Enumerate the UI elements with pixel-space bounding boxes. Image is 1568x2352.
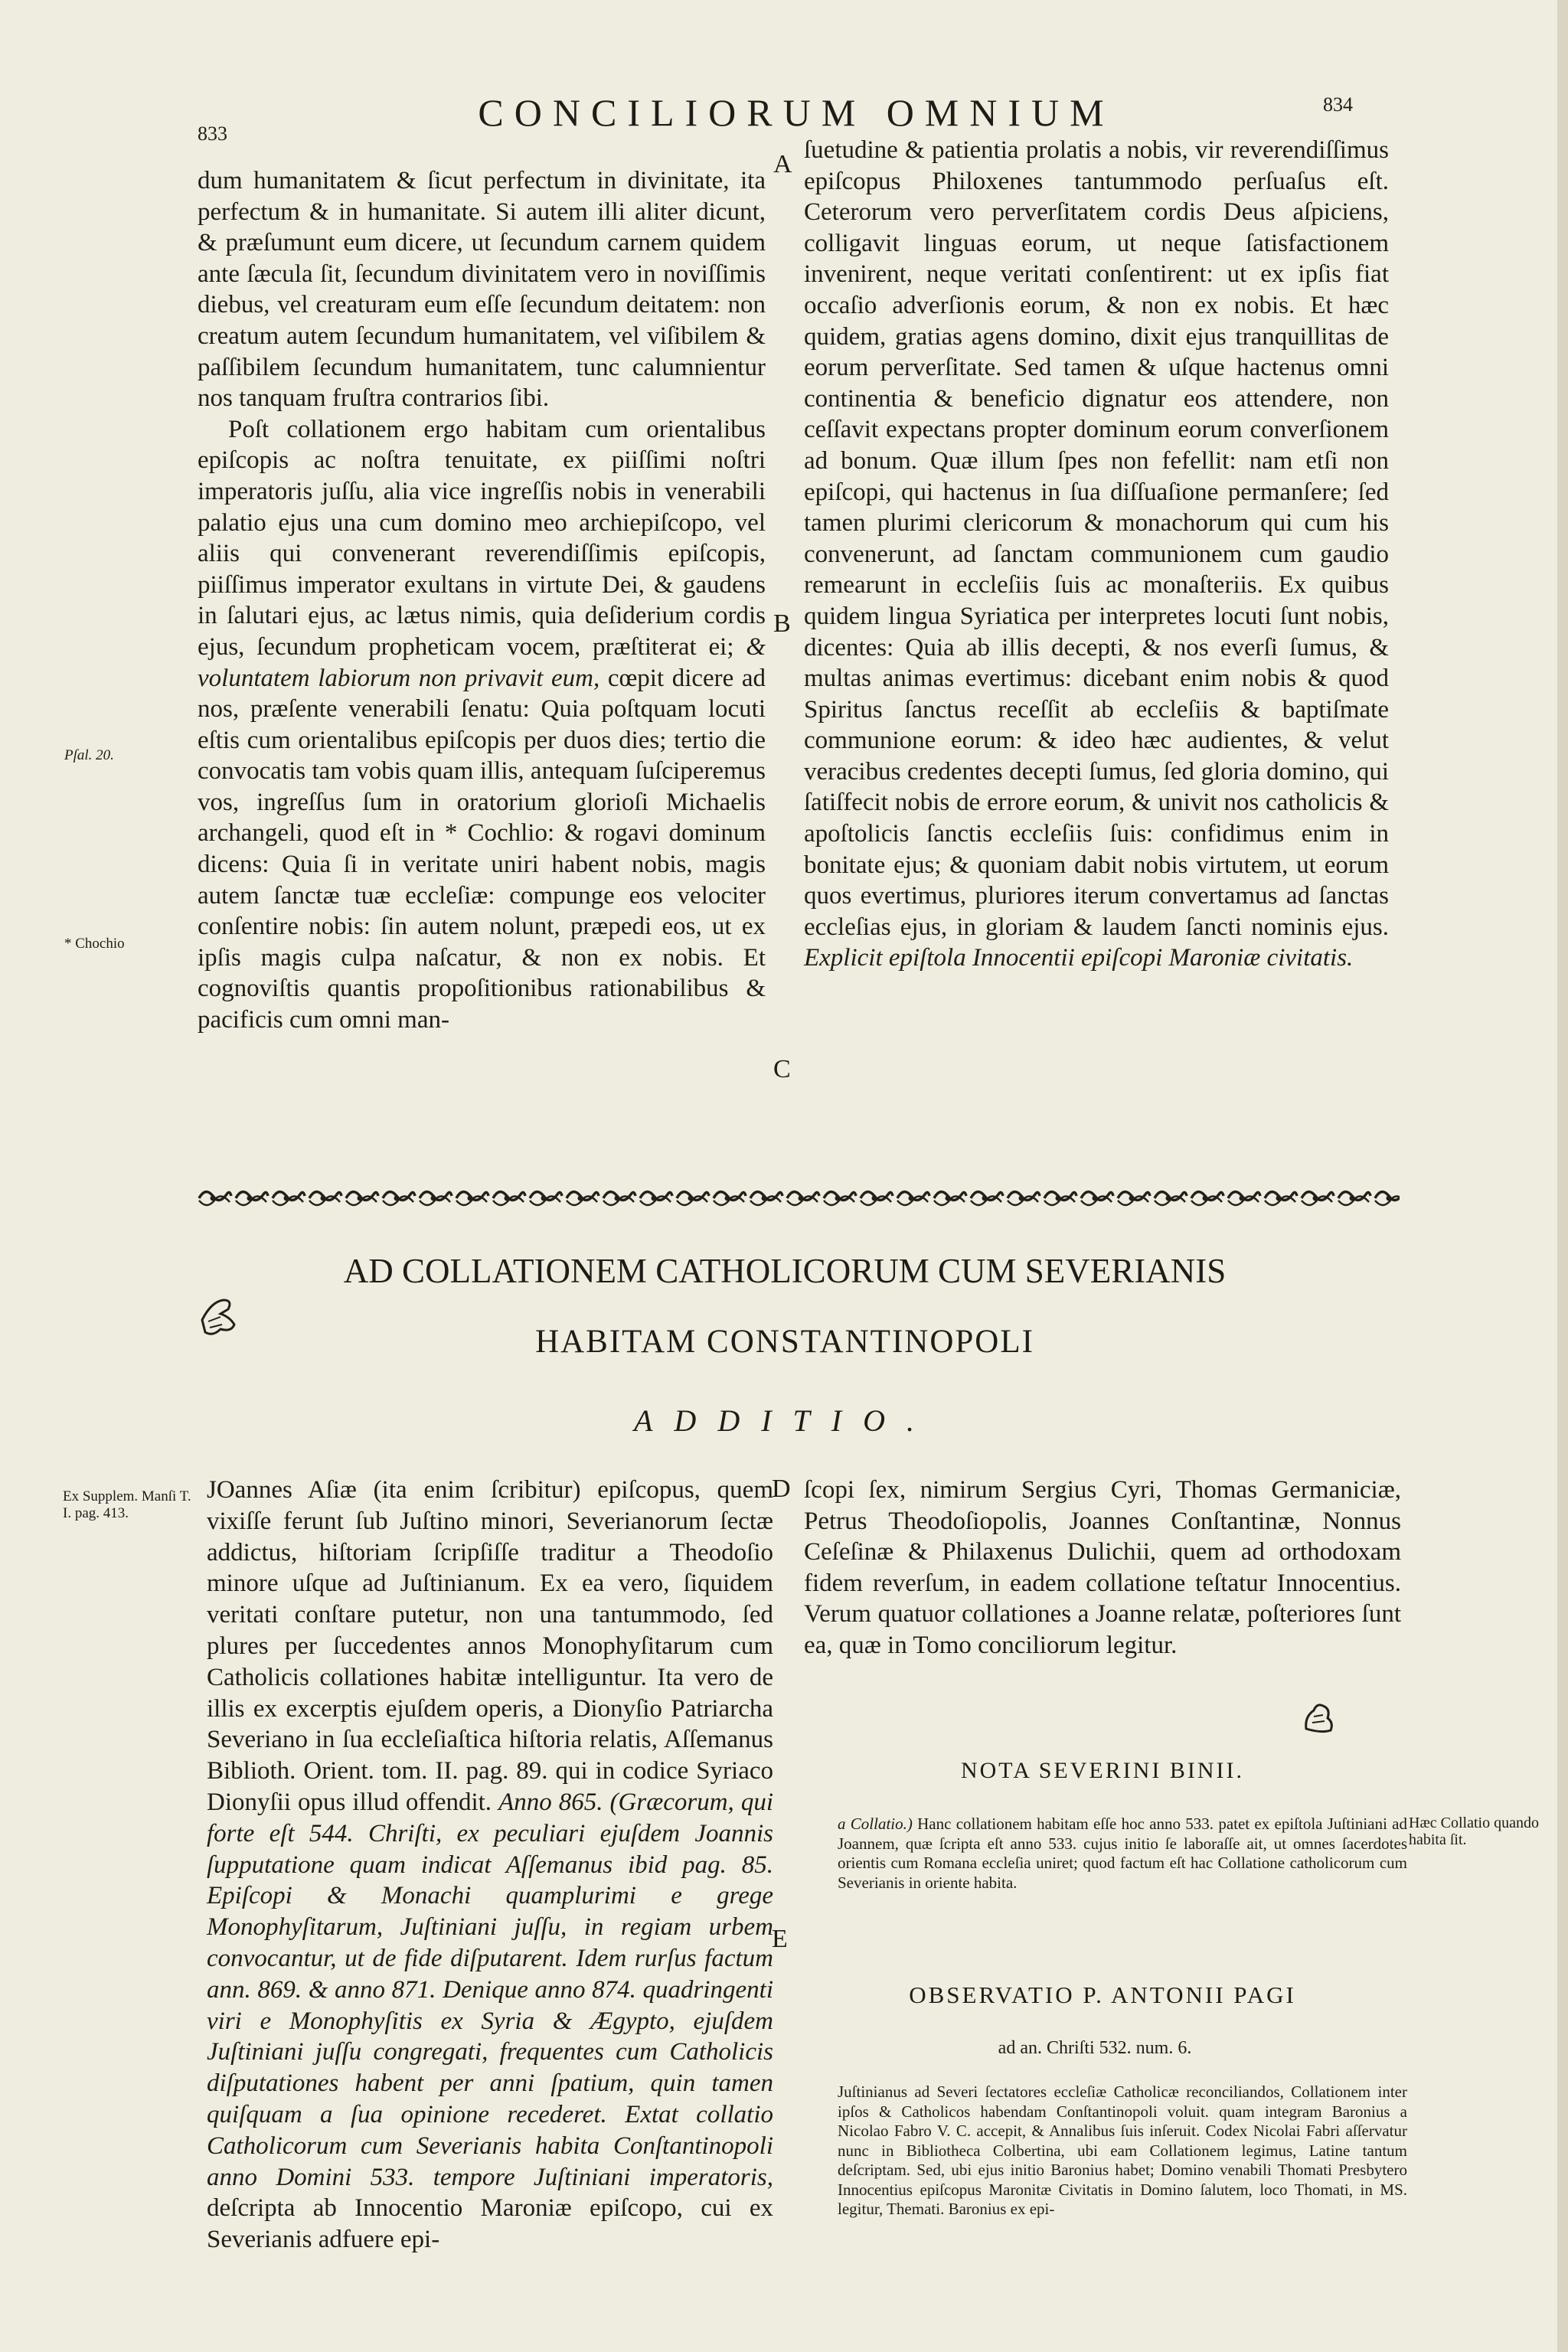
observatio-body xyxy=(838,2082,1407,2220)
margin-note-supplement: Ex Supplem. Manſi T. I. pag. 413. xyxy=(63,1488,191,1521)
page-edge xyxy=(1557,0,1568,2352)
margin-note-collatio: Hæc Collatio quando habita ſit. xyxy=(1409,1815,1539,1848)
observatio-subheading: ad an. Chriſti 532. num. 6. xyxy=(998,2038,1192,2058)
top-left-column xyxy=(198,165,766,1036)
paragraph: a Collatio.) Hanc collationem habitam eſſe hoc anno 533. patet ex epiſtola Juſtiniani ad Joannem, quæ ſcripta eſt anno 533. cujus initio ſe laboraſſe ait, ut omnes ſacerdotes orientis cum Romana eccleſia uniret; quod factum eſt hac Collatione catholicorum cum Severianis in oriente habita. xyxy=(838,1815,1408,1892)
nota-body xyxy=(838,1815,1407,1893)
margin-note-psalm: Pſal. 20. xyxy=(64,747,114,763)
nota-heading: NOTA SEVERINI BINII. xyxy=(960,1758,1245,1783)
paragraph: ſcopi ſex, nimirum Sergius Cyri, Thomas Germaniciæ, Petrus Theodoſiopolis, Joannes Conſtantinæ, Nonnus Ceſeſinæ & Philaxenus Dulichii, quem ad orthodoxam fidem reverſum, in eadem collatione teſtatur Innocentius. Verum quatuor collationes a Joanne relatæ, poſteriores ſunt ea, quæ in Tomo conciliorum legitur. xyxy=(804,1476,1401,1659)
margin-note-cochlio: * Chochio xyxy=(64,936,125,952)
ornamental-rule xyxy=(196,1185,1400,1211)
paragraph: Poſt collationem ergo habitam cum orientalibus epiſcopis ac noſtra tenuitate, ex piiſſimi noſtri imperatoris juſſu, alia vice ingreſſis nobis in venerabili palatio ejus una cum domino meo archiepiſcopo, vel aliis qui convenerant reverendiſſimis epiſcopis, piiſſimus imperator exultans in virtute Dei, & gaudens in ſalutari ejus, ac lætus nimis, quia deſiderium cordis ejus, ſecundum propheticam vocem, præſtiterat ei; & voluntatem labiorum non privavit eum, cœpit dicere ad nos, præſente venerabili ſenatu: Quia poſtquam locuti eſtis cum orientalibus epiſcopis per duos dies; tertio die convocatis tam vobis quam illis, antequam ſuſciperemus vos, ingreſſus ſum in oratorium glorioſi Michaelis archangeli, quod eſt in * Cochlio: & rogavi dominum dicens: Quia ſi in veritate uniri habent nobis, magis autem ſanctæ tuæ eccleſiæ: compunge eos velociter conſentire nobis: ſin autem nolunt, præpedi eos, ut ex ipſis magis culpa naſcatur, & non ex nobis. Et cognoviſtis quantis propoſitionibus rationabilibus & pacificis cum omni man- xyxy=(198,415,766,1034)
paragraph: Juſtinianus ad Severi ſectatores eccleſiæ Catholicæ reconciliandos, Collationem inter ipſos & Catholicos habendam Conſtantinopoli voluit. quam integram Baronius a Nicolao Fabro V. C. accepit, & Annalibus ſuis inſeruit. Codex Nicolai Fabri aſſervatur nunc in Bibliotheca Colbertina, ubi eam Collationem legimus, Latine tantum deſcriptam. Sed, ubi ejus initio Baronius habet; Domino venabili Thomati Presbytero Innocentius epiſcopus Maronitæ Civitatis in Domino ſalutem, loco Thomati, in MS. legitur, Themati. Baronius ex epi- xyxy=(838,2082,1407,2218)
section-subtitle: ADDITIO. xyxy=(634,1403,936,1438)
section-title-line2: HABITAM CONSTANTINOPOLI xyxy=(535,1324,1034,1360)
section-title-line1: AD COLLATIONEM CATHOLICORUM CUM SEVERIANIS xyxy=(343,1252,1227,1290)
section-marker-d: D xyxy=(772,1475,791,1503)
paragraph: ſuetudine & patientia prolatis a nobis, vir reverendiſſimus epiſcopus Philoxenes tantummodo perſuaſus eſt. Ceterorum vero perverſitatem cordis Deus aſpiciens, colligavit linguas eorum, ut neque ſatisfactionem invenirent, neque veritati conſentirent: ut ex ipſis fiat occaſio adverſionis eorum, & non ex nobis. Et hæc quidem, gratias agens domino, dixit ejus tranquillitas de eorum perverſitate. Sed tamen & uſque hactenus omni continentia & beneficio dignatur eos attendere, non ceſſavit expectans propter dominum eorum converſionem ad bonum. Quæ illum ſpes non fefellit: nam etſi non epiſcopi, qui hactenus in ſua diſſuaſione permanſere; ſed tamen plurimi clericorum & monachorum qui cum his convenerunt, ad ſanctam communionem cum gaudio remearunt in eccleſiis ſuis ac monaſteriis. Ex quibus quidem lingua Syriatica per interpretes locuti ſunt nobis, dicentes: Quia ab illis decepti, & nos everſi ſumus, & multas animas evertimus: dicebant enim nobis & quod Spiritus ſanctus receſſit ab eccleſiis & baptiſmate communione eorum: & ideo hæc audientes, & velut veracibus credentes decepti ſumus, ſed gloria domino, qui ſatiſfecit nobis de errore eorum, & univit nos catholicis & apoſtolicis ſanctis eccleſiis ſuis: confidimus enim in bonitate ejus; & quoniam dabit nobis virtutem, ut eorum quos evertimus, pluriores iterum convertamus ad ſanctas eccleſias ejus, in gloriam & laudem ſancti nominis ejus. Explicit epiſtola Innocentii epiſcopi Maroniæ civitatis. xyxy=(804,136,1389,972)
section-marker-b: B xyxy=(773,609,791,638)
section-marker-c: C xyxy=(773,1055,791,1083)
observatio-heading: OBSERVATIO P. ANTONII PAGI xyxy=(909,1981,1296,2008)
bottom-left-column xyxy=(207,1475,773,2256)
paragraph: JOannes Aſiæ (ita enim ſcribitur) epiſcopus, quem vixiſſe ferunt ſub Juſtino minori, Severianorum ſectæ addictus, hiſtoriam ſcripſiſſe traditur a Theodoſio minore uſque ad Juſtinianum. Ex ea vero, ſiquidem veritati conſtare putetur, non una tantummodo, ſed plures per ſuccedentes annos Monophyſitarum cum Catholicis collationes habitæ intelliguntur. Ita vero de illis ex excerptis ejuſdem operis, a Dionyſio Patriarcha Severiano in ſua eccleſiaſtica hiſtoria relatis, Aſſemanus Biblioth. Orient. tom. II. pag. 89. qui in codice Syriaco Dionyſii opus illud offendit. Anno 865. (Græcorum, qui forte eſt 544. Chriſti, ex peculiari ejuſdem Joannis ſupputatione quam indicat Aſſemanus ibid pag. 85. Epiſcopi & Monachi quamplurimi e grege Monophyſitarum, Juſtiniani juſſu, in regiam urbem convocantur, ut de fide diſputarent. Idem rurſus factum ann. 869. & anno 871. Denique anno 874. quadringenti viri e Monophyſitis ex Syria & Ægypto, ejuſdem Juſtiniani juſſu congregati, frequentes cum Catholicis diſputationes habent per anni ſpatium, quin tamen quiſquam a ſua opinione recederet. Extat collatio Catholicorum cum Severianis habita Conſtantinopoli anno Domini 533. tempore Juſtiniani imperatoris, deſcripta ab Innocentio Maroniæ epiſcopo, cui ex Severianis adfuere epi- xyxy=(207,1476,774,2254)
running-title: CONCILIORUM OMNIUM xyxy=(478,91,1115,134)
top-right-column xyxy=(804,135,1389,974)
section-marker-e: E xyxy=(772,1925,788,1953)
bottom-right-column xyxy=(804,1475,1401,1661)
page-number-left: 833 xyxy=(198,122,227,145)
pointing-hand-icon xyxy=(1300,1698,1338,1736)
paragraph: dum humanitatem & ſicut perfectum in divinitate, ita perfectum & in humanitate. Si autem illi aliter dicunt, & præſumunt eum dicere, ut ſecundum carnem quidem ante ſæcula ſit, ſecundum divinitatem vero in noviſſimis diebus, vel creaturam eum eſſe ſecundum deitatem: non creatum autem ſecundum humanitatem, vel viſibilem & paſſibilem ſecundum humanitatem, tunc calumnientur nos tanquam fruſtra contrarios ſibi. xyxy=(198,167,766,413)
page-number-right: 834 xyxy=(1323,93,1353,116)
section-marker-a: A xyxy=(773,150,792,178)
